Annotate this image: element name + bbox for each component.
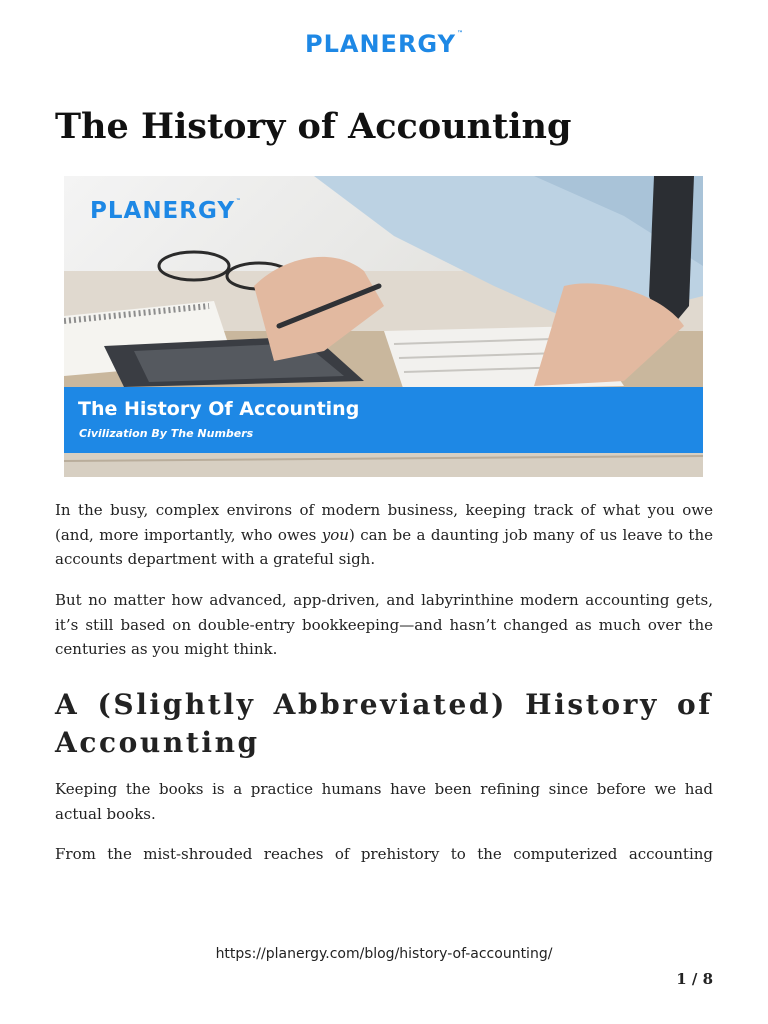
section-heading <box>55 686 713 762</box>
footer-url: https://planergy.com/blog/history-of-accounting/ <box>215 946 553 962</box>
section-heading-line-1 <box>55 686 713 724</box>
heading-word: of <box>677 688 713 721</box>
section-heading-line-2: Accounting <box>55 726 260 759</box>
intro-paragraph <box>55 498 713 572</box>
heading-word: (Slightly <box>97 688 256 721</box>
intro-emphasis: you <box>321 525 349 544</box>
hero-planergy-logo <box>90 198 241 224</box>
prehistory-paragraph: From the mist-shrouded reaches of prehistory to the computerized accounting <box>55 845 713 863</box>
heading-word: History <box>525 688 659 721</box>
planergy-logo <box>0 30 768 64</box>
intro-text-end: ) can be a daunting job many of us leave to the accounts department with a grateful sigh. <box>55 525 713 568</box>
trademark-mark: ™ <box>456 30 463 37</box>
heading-word: A <box>55 688 80 721</box>
hero-trademark-mark: ™ <box>236 198 242 204</box>
hero-image <box>64 176 703 477</box>
double-entry-paragraph: But no matter how advanced, app-driven, and labyrinthine modern accounting gets, it’s still based on double-entry bookkeeping—and hasn’t changed as much over the centuries as you might think. <box>55 591 713 658</box>
heading-word: Abbreviated) <box>273 688 507 721</box>
page-number: 1 / 8 <box>676 970 713 988</box>
page-title: The History of Accounting <box>55 106 572 147</box>
hero-banner-subtitle: Civilization By The Numbers <box>79 427 254 440</box>
intro-text-start: In the busy, complex environs of modern business, keeping track of what you owe (and, more importantly, who owes <box>55 501 713 544</box>
books-paragraph: Keeping the books is a practice humans have been refining since before we had actual books. <box>55 780 713 823</box>
logo-text: PLANERGY <box>305 30 456 58</box>
hero-banner <box>64 387 703 453</box>
hero-banner-title: The History Of Accounting <box>78 398 360 420</box>
hero-logo-text: PLANERGY <box>90 198 236 224</box>
